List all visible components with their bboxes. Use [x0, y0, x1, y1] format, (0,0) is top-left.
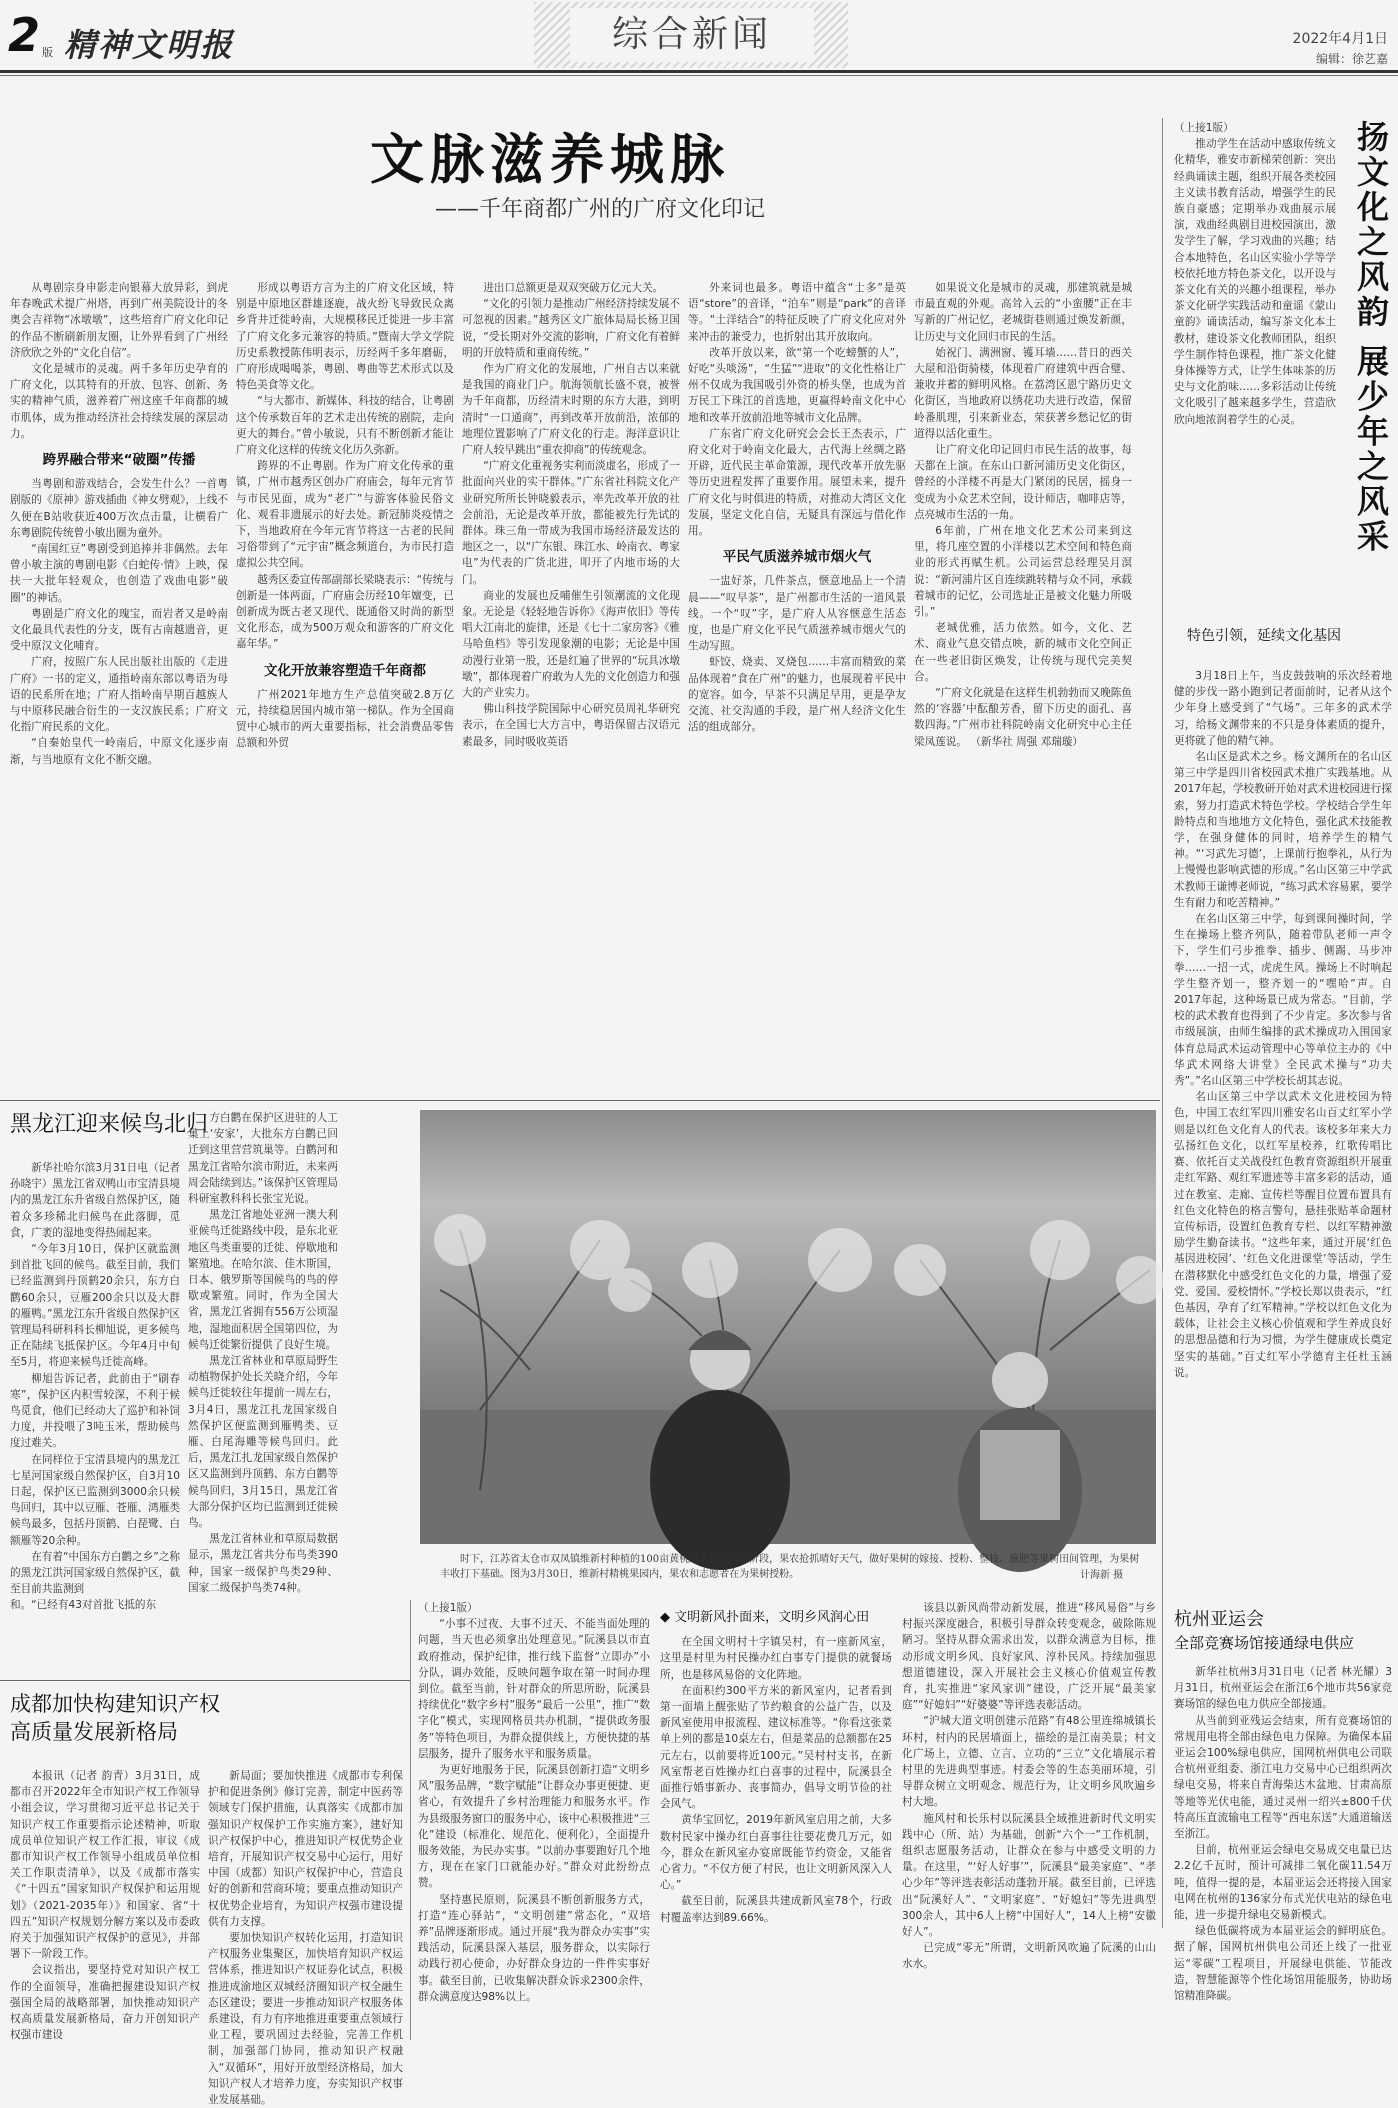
section-divider	[0, 1680, 410, 1681]
sidebar-title: 扬文化之风韵 展少年之风采	[1352, 120, 1390, 555]
subheading: ◆ 文明新风扑面来，文明乡风润心田	[660, 1610, 870, 1625]
paragraph: “南国红豆”粤剧受到追捧并非偶然。去年曾小敏主演的粤剧电影《白蛇传·情》上映，保扶一大批年轻观众，也创造了戏曲电影“破圈”的神话。	[10, 543, 228, 604]
paragraph: 柳旭告诉记者，此前由于“刷春寒”，保护区内积雪较深，不利于候鸟觅食，他们已经动大了巡护和补饲力度，并投喂了3吨玉米，帮助候鸟度过难关。	[10, 1372, 180, 1450]
paragraph: 一盅好茶，几件茶点，惬意地品上一个清晨——“叹早茶”，是广州都市生活的一道风景线。一个“叹”字，是广府人从容惬意生活态度，也是广府文化平民气质滋养城市烟火气的生动写照。	[688, 575, 906, 653]
paragraph: 新局面；要加快推进《成都市专利保护和促进条例》修订完善，制定中医药等领域专门保护措施，认真落实《成都市加强知识产权保护工作实施方案》，建好知识产权保护中心，推进知识产权优势企业培育，开展知识产权交易中心运行，用好中国（成都）知识产权保护中心，营造良好的创新和营商环境；要重点推动知识产权优势企业培育，为知识产权强市建设提供有力支撑。	[208, 1770, 403, 1928]
paragraph: 新华社杭州3月31日电（记者 林光耀）3月31日，杭州亚运会在浙江6个地市共56家竞赛场馆的绿色电力供应全部接通。	[1174, 1666, 1392, 1711]
paragraph: 粤剧是广府文化的瑰宝，而岩者又是岭南文化最具代表性的分支，既有古南越遗音，更受中原汉文化哺育。	[10, 607, 228, 653]
paragraph: 如果说文化是城市的灵魂，那建筑就是城市最直观的外观。高耸入云的“小蛮腰”正在丰写新的广州记忆，老城街巷则通过焕发新颜，让历史与文化回归市民的生活。	[914, 282, 1132, 343]
paragraph: 在全国文明村十字镇吴村，有一座新风室，这里是村里为村民操办红白事专门提供的就餐场所，也是移风易俗的文化阵地。	[660, 1636, 892, 1681]
chengdu-column-1	[10, 1768, 200, 2040]
paragraph: 推动学生在活动中感取传统文化精华，雅安市新梯荣创新：突出经典诵读主题，组织开展各类校园主义读书教育活动，增强学生的民族自豪感；定期举办戏曲展示展演，戏曲经典剧目进校园演出，激发学生了解，学习戏曲的兴趣；结合本地特色，名山区实验小学等学校依托地方特色茶文化，以开设与茶文化有关的兴趣小组课程，举办茶文化研学实践活动和童谣《蒙山童韵》诵读活动，编写茶文化本土教材，建设茶文化教师团队，组织学生制作特色课程，推广茶文化健身体操等方式，让学生体味茶的历史与文化韵味……多彩活动让传统文化吸引了越来越多学生，营造欣欣向地浓润着学生的心灵。	[1174, 138, 1336, 426]
sidebar-subheading: 特色引领，延续文化基因	[1187, 628, 1341, 644]
paragraph: 在有着“中国东方白鹳之乡”之称的黑龙江洪河国家级自然保护区，截至目前共监测到	[10, 1550, 180, 1596]
masthead	[0, 0, 1398, 78]
paragraph: 越秀区委宣传部副部长梁晓表示：“传统与创新是一体两面，广府庙会历经10年嬗变，已创新成为既古老又现代、既通俗又时尚的新型文化形态，成为500万观众和游客的广府文化嘉年华。”	[236, 573, 454, 651]
main-subtitle: ——千年商都广州的广府文化印记	[434, 197, 765, 222]
paper-name: 精神文明报	[64, 26, 235, 64]
main-column-5	[914, 280, 1132, 1090]
paragraph: 从粤剧宗身申影走向银幕大放异彩，到虎年春晚武术提广州塔，再到广州美院设计的冬奥会吉祥物“冰墩墩”，这些培育广府文化印记的作品不断刷新朋友圈，让外界看到了广州经济欣欣之外的“文化自信”。	[10, 282, 228, 359]
paragraph: 在面积约300平方米的新风室内，记者看到第一面墙上醒张贴了节约粮食的公益广告，以及新风室使用申报流程、建议标准等。“你看这张菜单上列的都是10桌左右，但是菜品的总额都在25元左右，以前要将近100元。”吴村村支书，在新风室帮老百姓操办红白喜事的过程中，阮溪县全面推行婚事新办、丧事简办，倡导文明节俭的社会风气。	[660, 1684, 892, 1811]
continued-note: （上接1版）	[418, 1602, 478, 1614]
paragraph: 方白鹳在保护区进驻的人工巢上‘安家’，大批东方白鹳已回迁到这里营营筑巢等。白鹳河和黑龙江省哈尔滨市附近，未来两周会陆续到达。”该保护区管理局科研室教科科长张宝光说。	[188, 1112, 338, 1206]
paragraph: 当粤剧和游戏结合，会发生什么？一首粤剧版的《原神》游戏插曲《神女劈观》，上线不久便在B站收获近400万次点击量，让横看广东粤剧院传统曾小敏出圈为童外。	[10, 478, 228, 539]
paragraph: 绿色低碳将成为本届亚运会的鲜明底色。据了解，国网杭州供电公司还上线了一批亚运“零碳”工程项目，开展绿电供能、节能改造，智慧能源等个性化场馆用能服务，协助场馆精准降碳。	[1174, 1925, 1392, 2003]
paragraph: 在同样位于宝清县境内的黑龙江七星河国家级自然保护区，自3月10日起，保护区已监测到3000余只候鸟回归，其中以豆雁、苍雁、鸿雁类候鸟最多，包括丹顶鹤、白琵鹭、白额雁等20余种。	[10, 1453, 180, 1547]
column-divider	[410, 1600, 411, 2040]
paragraph: 让广府文化印记回归市民生活的故事，每天都在上演。在东山口新河浦历史文化街区，曾经的小洋楼不再是大门紧闭的民居，摇身一变成为小众艺术空间，设计师店，咖啡店等，点亮城市生活的一角。	[914, 444, 1132, 521]
paragraph: 黄华宝回忆，2019年新风室启用之前，大多数村民家中操办红白喜事往往要花费几万元，如今，群众在新风室办宴席既能节约资金，又能省心省力。“不仅方便了村民，也让文明新风深入人心。”	[660, 1814, 892, 1892]
photo-caption: 时下，江苏省太仓市双凤镇维新村种植的100亩黄桃进入管理关键阶段，果农抢抓晴好天气，做好果树的嫁接、授粉、整枝、施肥等果树田间管理，为果树丰收打下基础。图为3月30日，维新村精桃果园内，果农和志愿者在为果树授粉。	[440, 1554, 1140, 1580]
paragraph: 新华社哈尔滨3月31日电（记者 孙晓宇）黑龙江省双鸭山市宝清县境内的黑龙江东升省级自然保护区，随着众多珍稀北归候鸟在此落脚，觅食，广袤的湿地变得热闹起来。	[10, 1162, 180, 1239]
page-number: 2	[8, 8, 41, 62]
subheading: 文化开放兼容塑造千年商都	[264, 662, 426, 679]
main-title: 文脉滋养城脉	[370, 128, 730, 191]
paragraph: 虾饺、烧卖、叉烧包……丰富而精致的菜品体现着“食在广州”的魅力，也展现着平民中的宽容。如今，早茶不只满足早用，更是孕友交流、社交沟通的手段，是广州人经济文化生活的组成部分。	[688, 656, 906, 734]
paragraph: 3月18日上午，当皮鼓鼓响的乐次经着地健的步伐一路小跑到记者面前时，记者从这个少年身上感受到了“气场”。三年多的武术学习，给杨文渊带来的不只是身体素质的提升，更将就了他的精气神。	[1174, 670, 1392, 747]
section-title: 综合新闻	[570, 8, 814, 62]
paragraph: 形成以粤语方言为主的广府文化区域，特别是中原地区群雄逐鹿，战火纷飞导致民众离乡背井迁徙岭南，大规模移民迁徙进一步丰富了广府文化多元兼容的特质。”暨南大学文学院历史系教授陈伟明表示，历经两千多年磨砺，广府形成喝喝茶，粤剧、粤曲等艺术形式以及特色美食等文化。	[236, 282, 454, 392]
paragraph: 黑龙江省林业和草原局数据显示，黑龙江省共分布鸟类390种，国家一级保护鸟类29种、国家二级保护鸟类74种。	[188, 1533, 338, 1594]
paragraph: “今年3月10日，保护区就监测到首批飞回的候鸟。截至目前，我们已经监测到丹顶鹤20余只，东方白鹳60余只，豆雁200余只以及大群的雁鸭。”黑龙江东升省级自然保护区管理局科研科科长柳旭说，更多候鸟正在陆续飞抵保护区。今年4月中旬至5月，将迎来候鸟迁徙高峰。	[10, 1243, 180, 1369]
paragraph: “广府文化就是在这样生机勃勃而又晚陈鱼然的‘容器’中酝酿芳香，留下历史的面孔、喜数四海。”广州市社科院岭南文化研究中心主任梁凤莲说。 （新华社 周强 邓瑞璇）	[914, 687, 1132, 748]
paragraph: 作为广府文化的发展地，广州自古以来就是我国的商业门户。航海领航长盛不衰，被誉为千年商都，历经清末时期的东方大港，到明清时“一口通商”，再到改革开放前沿，浓郁的地理位置影响了广府文化的行走。海洋意识让广府人较早跳出“重农抑商”的传统观念。	[462, 363, 680, 457]
paragraph: 会议指出，要坚持党对知识产权工作的全面领导，准确把握建设知识产权强国全局的战略部署，加快推动知识产权高质量发展新格局，奋力开创知识产权强市建设	[10, 1964, 200, 2042]
paragraph: 本报讯（记者 韵青）3月31日，成都市召开2022年全市知识产权工作领导小组会议，学习贯彻习近平总书记关于知识产权工作重要指示论述精神，听取成员单位知识产权工作汇报，审议《成都市知识产权工作领导小组成员单位相关工作职责清单》，以及《成都市落实《“十四五”国家知识产权保护和运用规划》（2021-2035年）》和国家、省“十四五”知识产权规划分解方案以及市委政府关于加强知识产权保护的意见》，并部署下一阶段工作。	[10, 1770, 200, 1961]
sidebar-column-2	[1174, 668, 1392, 1568]
orchard-illustration	[420, 1110, 1156, 1544]
paragraph: 跨界的不止粤剧。作为广府文化传承的重镇，广州市越秀区创办广府庙会，每年元宵节与市民见面，成为“老广”与游客体验民俗文化、观看非遗展示的好去处。新冠肺炎疫情之下，当地政府在今年元宵节将这一古老的民间习俗带到了“元宇宙”概念频道台，为市民打造虚拟公共空间。	[236, 460, 454, 570]
page-unit: 版	[42, 46, 53, 59]
main-column-1	[10, 280, 228, 1090]
heilongjiang-column-2	[188, 1110, 338, 1670]
heilongjiang-title: 黑龙江迎来候鸟北归	[10, 1112, 209, 1137]
orchard-photo	[420, 1110, 1156, 1544]
lower-column-1	[418, 1600, 650, 2040]
lower-column-3	[902, 1600, 1156, 2040]
paragraph: 要加快知识产权转化运用，打造知识产权服务业集聚区，加快培育知识产权运营体系，推进知识产权证券化试点，积极推进成渝地区双城经济圈知识产权全融生态区建设；要进一步推动知识产权服务体系建设，有力有序地推进重要重点领域行业工程，要巩固过去经验，完善工作机制，加强部门协同，推动知识产权融入“双循环”，用好开放型经济格局，加大知识产权人才培养力度，夯实知识产权事业发展基础。	[208, 1932, 403, 2107]
paragraph: “沪城大道文明创建示范路”有48公里连绵城镇长环村，村内的民居墙面上，描绘的是江南美景；村文化广场上，立德、立言、立功的“三立”文化墙展示着村里的先进典型事迹。村委会等的生态美丽环境，引导群众树立文明观念、规范行为，让文明乡风吹遍乡村大地。	[902, 1715, 1156, 1809]
paragraph: 广府，按照广东人民出版社出版的《走进广府》一书的定义，通指岭南东部以粤语为母语的民系所在地；广府人指岭南早期百越族人与中原移民融合衍生的一支汉族民系；广府文化指广府民系的文化。	[10, 656, 228, 734]
masthead-rule	[0, 70, 1398, 73]
paragraph: 该县以新风尚带动新发展，推进“移风易俗”与乡村振兴深度融合，积极引导群众转变观念，破除陈规陋习。坚持从群众需求出发，以群众满意为目标，推动形成文明乡风、良好家风、淳朴民风。持续加强思想道德建设，深入开展社会主义核心价值观宣传教育，扎实推进“家风家训”建设，广泛开展“最美家庭”“好媳妇”“好婆婆”等评选表彰活动。	[902, 1602, 1156, 1712]
continued-note: （上接1版）	[1174, 122, 1234, 134]
masthead-rule-thin	[0, 75, 1398, 76]
paragraph: “小事不过夜、大事不过天、不能当面处理的问题，当天也必须拿出处理意见。”阮溪县以市直政府推动，保护纪律，推行线下监督“立即办”小分队，调办效能，反映问题争取在第一时间办理到位。截至当前，针对群众的所思所盼，阮溪县持续优化“数字乡村”服务“最后一公里”，推广“数字化”模式，实现网格员共办机制，“提供政务服务”等特色项目，为群众提供线上，方便快捷的基层服务，提升了服务水平和服务质量。	[418, 1618, 650, 1760]
paragraph: “与大都市、新媒体、科技的结合，让粤剧这个传承数百年的艺术走出传统的剧院，走向更大的舞台。”曾小敏说，只有不断创新才能让广府文化这样的传统文化历久弥新。	[236, 395, 454, 457]
paragraph: 从当前到亚残运会结束，所有竞赛场馆的常规用电将全部由绿色电力保障。为确保本届亚运会100%绿电供应，国网杭州供电公司联合杭州亚组委、浙江电力交易中心已组织两次绿电交易，将来自青海柴达木盆地、甘肃高原等地等光伏电能，通过灵州一绍兴±800千伏特高压直流输电工程等“西电东送”大通道输送至浙江。	[1174, 1714, 1392, 1841]
paragraph: 黑龙江省地处亚洲一澳大利亚候鸟迁徙路线中段，是东北亚地区鸟类重要的迁徙、停歇地和繁殖地。在哈尔滨、佳木斯国，日本、俄罗斯等国候鸟的鸟的停歇或繁殖。同时，作为全国大省，黑龙江省拥有556万公顷湿地，湿地面积居全国第四位，为候鸟迁徙繁衍提供了良好生境。	[188, 1209, 338, 1351]
paragraph: 商业的发展也反哺催生引领潮流的文化现象。无论是《轻轻地告诉你》《海声依旧》等传唱大江南北的旋律，还是《七十二家房客》《雅马哈鱼档》等引发现象潮的电影；无论是中国动漫行业第一股，还是红遍了世界的“玩具冰墩墩”，都体现着广府敢为人先的文化创造力和强大的产业实力。	[462, 589, 680, 700]
paragraph: 名山区是武术之乡。杨文渊所在的名山区第三中学是四川省校园武术推广实践基地。从2017年起，学校教研开始对武术进校园进行探索，努力打造武术特色学校。学校结合学生年龄特点和当地地方文化特色，强化武术技能教学，在强身健体的同时，培养学生的精气神。“‘习武先习德’，上课前行抱拳礼，从行为上慢慢也影响武德的形成。”名山区第三中学武术教师王谦博老师说，“练习武术容易累，要学生有耐力和吃苦精神。”	[1174, 751, 1392, 909]
issue-date: 2022年4月1日	[1292, 31, 1388, 47]
sidebar-column-1	[1174, 120, 1336, 620]
photo-credit: 计海新 摄	[1080, 1570, 1124, 1581]
paragraph: 黑龙江省林业和草原局野生动植物保护处长关晓介绍，今年候鸟迁徙较往年提前一周左右，3月4日，黑龙江扎龙国家级自然保护区便监测到雁鸭类、豆雁、白尾海雕等候鸟回归。此后，黑龙江扎龙国家级自然保护区又监测到丹顶鹤、东方白鹳等候鸟回归，3月15日，黑龙江省大部分保护区均已监测到迁徙候鸟。	[188, 1355, 338, 1530]
paragraph-end: 和。“已经有43对首批飞抵的东	[10, 1599, 157, 1612]
editor-credit: 编辑：徐艺嘉	[1315, 52, 1388, 66]
paragraph: “自秦始皇代一岭南后，中原文化逐步南渐，与当地原有文化不断交融。	[10, 737, 228, 766]
paragraph: “广府文化重视务实利而淡虚名，形成了一批面向兴业的实干群体。”广东省社科院文化产业研究所所长钟晓毅表示，率先改革开放的社会前沿，无论是改革开放，都能被先行先试的群体。珠三角一带成为我国市场经济最发达的地区之一，以“广东银、珠江水、岭南衣、粤家电”为代表的广货北进，叩开了内地市场的大门。	[462, 460, 680, 586]
lower-column-2	[660, 1600, 892, 2040]
hangzhou-title: 杭州亚运会	[1174, 1609, 1264, 1630]
paragraph: 名山区第三中学以武术文化进校园为特色，中国工农红军四川雅安名山百丈红军小学则是以红色文化育人的代表。该校多年来大力弘扬红色文化，以红军星校养，红歌传唱比赛、依托百丈关战役红色教育资源组织开展重走红军路、观红军遗迹等丰富多彩的活动，通过在教室、走廊、宣传栏等醒目位置布置具有红色文化特色的格言警句，悬挂张贴革命题材宣传标语，设置红色教育专栏、以红军精神激励学生勤奋读书。“这些年来，通过开展‘红色基因进校园’、‘红色文化进课堂’等活动，学生在潜移默化中感受红色文化的力量，增强了爱党、爱国、爱校情怀。”学校长郑以贵表示，“红色基因，孕育了红军精神。”学校以红色文化为载体，让社会主义核心价值观和学生养成良好的思想品德和行为习惯，为学生健康成长奠定坚实的基础。”百丈红军小学德育主任杜玉涵说。	[1174, 1091, 1392, 1379]
hangzhou-subtitle: 全部竞赛场馆接通绿电供应	[1174, 1634, 1355, 1652]
chengdu-column-2	[208, 1768, 403, 2107]
paragraph: 坚持惠民原则，阮溪县不断创新服务方式，打造“连心驿站”，“文明创建”常态化，“双培养”品牌逐渐形成。通过开展“我为群众办实事”实践活动，阮溪县深入基层，服务群众，以实际行动践行初心使命，办好群众身边的一件件实事好事。截至目前，已收集解决群众诉求2300余件，群众满意度达98%以上。	[418, 1893, 650, 2003]
subheading: 平民气质滋养城市烟火气	[722, 549, 872, 566]
main-column-3	[462, 280, 680, 1090]
section-divider	[0, 1100, 1160, 1101]
paragraph: 佛山科技学院国际中心研究员周礼华研究表示，在全国七大方言中，粤语保留古汉语元素最多，同时吸收英语	[462, 703, 680, 748]
sidebar-divider	[1162, 118, 1163, 1928]
main-column-2	[236, 280, 454, 1090]
paragraph: “文化的引领力是推动广州经济持续发展不可忽视的因素。”越秀区文广旅体局局长杨卫国说，“受长期对外交流的影响，广府文化有着鲜明的开放特质和重商传统。”	[462, 298, 680, 359]
paragraph: 截至目前，阮溪县共建成新风室78个，行政村覆盖率达到89.66%。	[660, 1895, 892, 1924]
main-column-4	[688, 280, 906, 1090]
paragraph: 施风村和长乐村以阮溪县全域推进新时代文明实践中心（所、站）为基础，创新“六个一”工作机制，组织志愿服务活动，让群众在参与中感受文明的力量。在这里，“‘好人好事’”，阮溪县“最美家庭”、“孝心少年”等评选表彰活动蓬勃开展。截至目前，已评选出“阮溪好人”、“文明家庭”、“好媳妇”等先进典型300余人，其中6人上榜“中国好人”，14人上榜“安徽好人”。	[902, 1812, 1156, 1939]
paragraph: 广州2021年地方生产总值突破2.8万亿元，持续稳居国内城市第一梯队。作为全国商贸中心城市的两大重要指标，社会消费品零售总额和外贸	[236, 688, 454, 750]
paragraph: 广东省广府文化研究会会长王杰表示，广府文化对于岭南文化最大，古代海上丝绸之路开辟，近代民主革命策源，现代改革开放先驱等历史进程发挥了重要作用。展望未来，提升广府文化与时俱进的特质，对推动大湾区文化发展，坚定文化自信，无疑具有深远与借化作用。	[688, 427, 906, 538]
paragraph: 目前，杭州亚运会绿电交易成交电量已达2.2亿千瓦时，预计可减排二氧化碳11.54万吨，值得一提的是，本届亚运会还将接入国家电网在杭州的136家分布式光伏电站的绿色电能，进一步提升绿电交易新模式。	[1174, 1844, 1392, 1922]
paragraph: 已完成“零无”所谓，文明新风吹遍了阮溪的山山水水。	[902, 1942, 1156, 1971]
heilongjiang-column-1	[10, 1160, 180, 1670]
paragraph: 在名山区第三中学，每到课间操时间，学生在操场上整齐列队，随着带队老师一声令下，学生们弓步推拳、插步、侧踢、马步冲拳……一招一式，虎虎生风。操场上不时响起学生整齐划一，整齐划一的“嘿哈”声。自2017年起，这种场景已成为常态。“目前，学校的武术教育也得到了不少肯定。多次参与省市级展演，由师生编排的武术操成功入围国家体育总局武术运动管理中心等单位主办的《中华武术网络大讲堂》全民武术操与“功夫秀”。”名山区第三中学校长胡其志说。	[1174, 913, 1392, 1088]
chengdu-subtitle: 高质量发展新格局	[10, 1720, 178, 1744]
paragraph: 始祝门、满洲窗、镬耳墙……昔日的西关大屋和沿街骑楼，体现着广府建筑中西合璧、兼收并蓄的鲜明风格。在荔湾区恩宁路历史文化街区，当地政府以绣花功夫进行改造，保留岭番肌理，引来新业态，荣获著乡愁记忆的街道得以活化重生。	[914, 346, 1132, 440]
subheading: 跨界融合带来“破圈”传播	[42, 452, 196, 469]
hangzhou-column	[1174, 1664, 1392, 2040]
paragraph: 为更好地服务于民，阮溪县创新打造“文明乡风”服务品牌，“数字赋能”让群众办事更便捷、更省心，有效提升了乡村治理能力和服务水平。作为县级服务窗口的服务中心，该中心积极推进“三化”建设（标准化、规范化、便利化），全面提升服务效能，为民办实事。“以前办事要跑好几个地方，现在在家门口就能办好。”群众对此纷纷点赞。	[418, 1764, 650, 1890]
paragraph: 6年前，广州在地文化艺术公司来到这里，将几座空置的小洋楼以艺术空间和特色商业的形式再赋生机。公司运营总经理吴月溟说：“新河浦片区自连续跳转精与众不同，承载着城市的记忆，公司选址正是被文化魅力所吸引。”	[914, 525, 1132, 619]
paragraph: 进出口总额更是双双突破万亿元大关。	[483, 282, 664, 294]
paragraph: 外来词也最多。粤语中蕴含“士多”是英语“store”的音译，“泊车”则是“park”的音译等。“土洋结合”的特征反映了广府文化应对外来冲击的兼受力，也折射出其开放取向。	[688, 282, 906, 343]
paragraph: 文化是城市的灵魂。两千多年历史孕育的广府文化，以其特有的开放、包容、创新、务实的精神气质，滋养着广州这座千年商都的城市肌体，成为推动经济社会持续发展的深层动力。	[10, 363, 228, 440]
chengdu-title: 成都加快构建知识产权	[10, 1692, 220, 1716]
paragraph: 改革开放以来，欲“第一个吃螃蟹的人”，好吃“头啖汤”，“生猛”“进取”的文化性格让广州不仅成为我国吸引外资的桥头堡，也成为首万民工下珠江的首选地，更赢得岭南文化中心地和改革开放前沿地等城市文化品牌。	[688, 346, 906, 424]
paragraph: 老城优雅，活力依然。如今，文化、艺术、商业气息交错点映，新的城市文化空间正在一些老旧街区焕发，让传统与现代完美契合。	[914, 622, 1132, 683]
